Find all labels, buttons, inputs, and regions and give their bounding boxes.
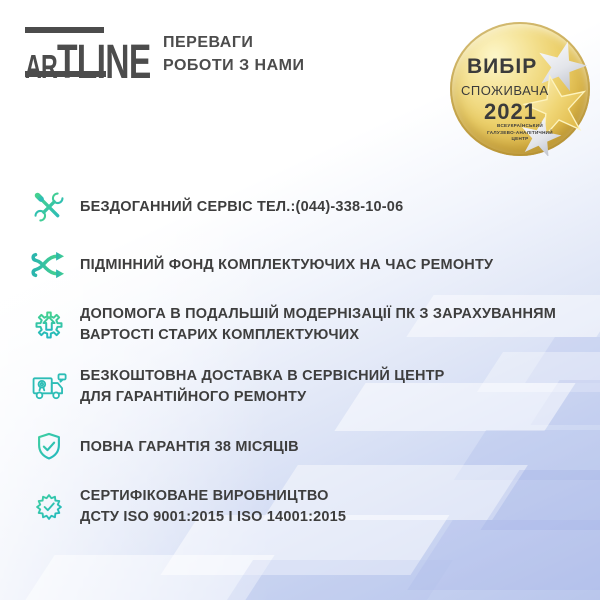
medal-title: ВИБІР <box>467 55 538 78</box>
list-item <box>30 366 556 408</box>
tools-icon <box>30 188 68 226</box>
medal-footer-line2: ГАЛУЗЕВО-АНАЛІТИЧНИЙ <box>487 129 553 135</box>
shield-check-icon <box>30 428 68 466</box>
shuffle-icon <box>30 246 68 284</box>
list-item <box>30 428 556 466</box>
benefit-text: ДСТУ ISO 9001:2015 І ISO 14001:2015 <box>80 509 347 525</box>
benefit-text: ДОПОМОГА В ПОДАЛЬШІЙ МОДЕРНІЗАЦІЇ ПК З ЗАРАХУВАННЯМ <box>80 306 557 322</box>
benefit-text: ПІДМІННИЙ ФОНД КОМПЛЕКТУЮЧИХ НА ЧАС РЕМОНТУ <box>80 256 494 273</box>
benefits-list <box>30 188 556 548</box>
certificate-icon <box>30 488 68 526</box>
logo-top-bar <box>25 27 104 33</box>
list-item <box>30 188 556 226</box>
list-item <box>30 304 556 346</box>
consumer-choice-medal <box>450 22 590 156</box>
artline-logo <box>25 27 175 89</box>
medal-year: 2021 <box>484 99 537 124</box>
benefit-text: БЕЗКОШТОВНА ДОСТАВКА В СЕРВІСНИЙ ЦЕНТР <box>80 368 445 384</box>
benefit-text: СЕРТИФІКОВАНЕ ВИРОБНИЦТВО <box>80 488 329 504</box>
benefit-text: ПОВНА ГАРАНТІЯ 38 МІСЯЦІВ <box>80 438 299 455</box>
page-title-line1: ПЕРЕВАГИ <box>163 34 254 51</box>
page-title-line2: РОБОТИ З НАМИ <box>163 57 305 74</box>
list-item <box>30 486 556 528</box>
benefit-text: ДЛЯ ГАРАНТІЙНОГО РЕМОНТУ <box>80 389 307 405</box>
benefit-text: БЕЗДОГАННИЙ СЕРВІС ТЕЛ.:(044)-338-10-06 <box>80 198 404 215</box>
medal-footer-line3: ЦЕНТР <box>511 136 529 142</box>
logo-text-line: LINE <box>76 36 151 89</box>
list-item <box>30 246 556 284</box>
logo-text-t: T <box>56 36 77 89</box>
gear-upgrade-icon <box>30 306 68 344</box>
medal-footer <box>470 123 570 143</box>
medal-footer-line1: ВСЕУКРАЇНСЬКИЙ <box>497 123 543 128</box>
benefit-text: ВАРТОСТІ СТАРИХ КОМПЛЕКТУЮЧИХ <box>80 327 360 343</box>
page-title <box>163 31 304 77</box>
logo-text <box>25 36 151 89</box>
medal-subtitle: СПОЖИВАЧА <box>461 83 549 98</box>
logo-text-ar: AR <box>25 48 57 85</box>
delivery-truck-icon <box>30 368 68 406</box>
